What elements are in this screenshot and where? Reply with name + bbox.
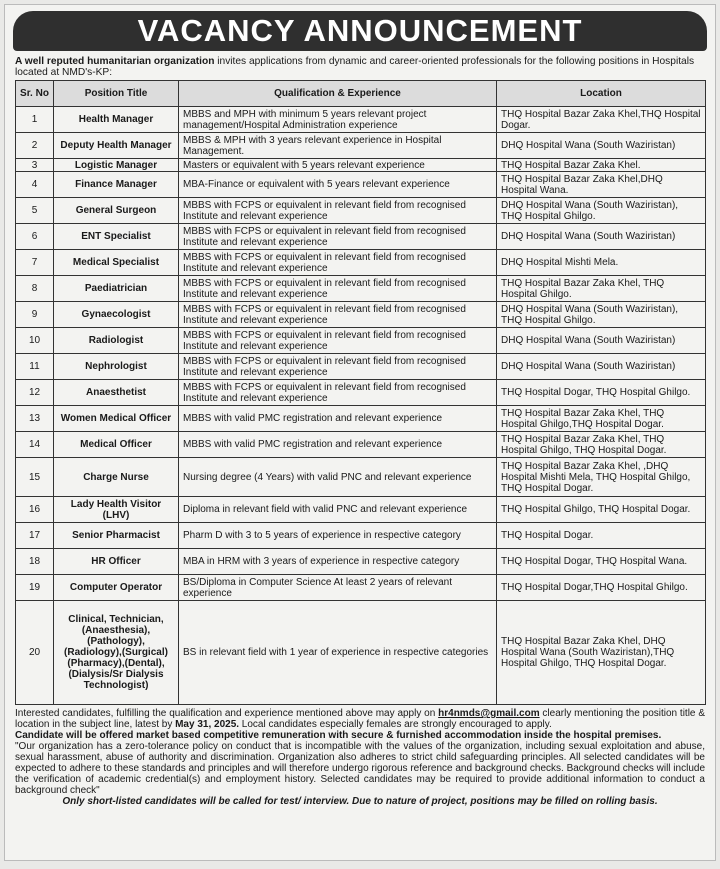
footer-section (15, 708, 705, 807)
table-row (16, 250, 706, 276)
vacancy-sr-no: 4 (16, 172, 54, 198)
apply-text-mid: clearly mentioning the position title & location in the subject line, latest by (15, 708, 705, 730)
vacancy-location: THQ Hospital Bazar Zaka Khel,DHQ Hospital Wana. (497, 172, 706, 198)
vacancy-position-title: Anaesthetist (54, 380, 179, 406)
shortlist-note: Only short-listed candidates will be called for test/ interview. Due to nature of project, positions may be filled on rolling basis. (62, 796, 658, 807)
vacancy-location: THQ Hospital Bazar Zaka Khel,THQ Hospital Dogar. (497, 107, 706, 133)
vacancy-location: DHQ Hospital Wana (South Waziristan) (497, 328, 706, 354)
vacancy-qualification: MBBS and MPH with minimum 5 years relevant project management/Hospital Administration experience (179, 107, 497, 133)
vacancy-position-title: Charge Nurse (54, 458, 179, 497)
table-row (16, 133, 706, 159)
table-row (16, 198, 706, 224)
vacancy-position-title: Gynaecologist (54, 302, 179, 328)
header-sr-no: Sr. No (16, 81, 54, 107)
table-row (16, 328, 706, 354)
vacancy-qualification: MBBS & MPH with 3 years relevant experience in Hospital Management. (179, 133, 497, 159)
remuneration-note: Candidate will be offered market based competitive remuneration with secure & furnished accommodation inside the hospital premises. (15, 730, 662, 741)
vacancy-qualification: Pharm D with 3 to 5 years of experience in respective category (179, 523, 497, 549)
vacancy-position-title: Deputy Health Manager (54, 133, 179, 159)
vacancy-position-title: Finance Manager (54, 172, 179, 198)
vacancy-qualification: MBBS with FCPS or equivalent in relevant field from recognised Institute and relevant experience (179, 224, 497, 250)
vacancy-location: DHQ Hospital Mishti Mela. (497, 250, 706, 276)
vacancy-position-title: Logistic Manager (54, 159, 179, 172)
vacancy-location: THQ Hospital Dogar, THQ Hospital Ghilgo. (497, 380, 706, 406)
vacancy-location: DHQ Hospital Wana (South Waziristan), THQ Hospital Ghilgo. (497, 302, 706, 328)
table-header-row (16, 81, 706, 107)
vacancy-location: THQ Hospital Bazar Zaka Khel, ,DHQ Hospital Mishti Mela, THQ Hospital Ghilgo, THQ Hospital Dogar. (497, 458, 706, 497)
vacancy-sr-no: 7 (16, 250, 54, 276)
vacancy-location: THQ Hospital Bazar Zaka Khel, THQ Hospital Ghilgo,THQ Hospital Dogar. (497, 406, 706, 432)
vacancy-qualification: MBBS with FCPS or equivalent in relevant field from recognised Institute and relevant experience (179, 380, 497, 406)
application-instructions (15, 708, 705, 730)
vacancy-qualification: Diploma in relevant field with valid PNC and relevant experience (179, 497, 497, 523)
table-row (16, 172, 706, 198)
vacancy-qualification: MBBS with FCPS or equivalent in relevant field from recognised Institute and relevant experience (179, 354, 497, 380)
table-row (16, 523, 706, 549)
vacancy-position-title: Radiologist (54, 328, 179, 354)
vacancy-sr-no: 14 (16, 432, 54, 458)
header-position-title: Position Title (54, 81, 179, 107)
table-row (16, 302, 706, 328)
vacancy-position-title: Clinical, Technician, (Anaesthesia), (Pathology), (Radiology),(Surgical) (Pharmacy),(Dental), (Dialysis/Sr Dialysis Technologist) (54, 601, 179, 705)
table-row (16, 159, 706, 172)
application-email-link[interactable]: hr4nmds@gmail.com (438, 708, 540, 719)
vacancy-qualification: MBA-Finance or equivalent with 5 years relevant experience (179, 172, 497, 198)
vacancy-sr-no: 18 (16, 549, 54, 575)
vacancy-position-title: Health Manager (54, 107, 179, 133)
vacancy-position-title: Medical Officer (54, 432, 179, 458)
table-row (16, 276, 706, 302)
vacancy-position-title: Computer Operator (54, 575, 179, 601)
vacancy-qualification: BS in relevant field with 1 year of experience in respective categories (179, 601, 497, 705)
vacancy-location: THQ Hospital Bazar Zaka Khel, THQ Hospital Ghilgo. (497, 276, 706, 302)
vacancy-sr-no: 13 (16, 406, 54, 432)
vacancy-position-title: Medical Specialist (54, 250, 179, 276)
vacancy-sr-no: 19 (16, 575, 54, 601)
table-row (16, 497, 706, 523)
intro-paragraph (15, 56, 705, 78)
table-row (16, 224, 706, 250)
vacancy-sr-no: 3 (16, 159, 54, 172)
page-title: VACANCY ANNOUNCEMENT (13, 11, 707, 51)
table-row (16, 406, 706, 432)
vacancy-position-title: Lady Health Visitor (LHV) (54, 497, 179, 523)
vacancy-qualification: MBBS with valid PMC registration and relevant experience (179, 406, 497, 432)
apply-text-post: Local candidates especially females are strongly encouraged to apply. (239, 719, 552, 730)
vacancy-qualification: BS/Diploma in Computer Science At least 2 years of relevant experience (179, 575, 497, 601)
header-qualification: Qualification & Experience (179, 81, 497, 107)
vacancy-qualification: Nursing degree (4 Years) with valid PNC and relevant experience (179, 458, 497, 497)
table-row (16, 107, 706, 133)
vacancy-sr-no: 8 (16, 276, 54, 302)
vacancy-position-title: Paediatrician (54, 276, 179, 302)
vacancy-location: THQ Hospital Bazar Zaka Khel. (497, 159, 706, 172)
vacancy-sr-no: 10 (16, 328, 54, 354)
table-row (16, 601, 706, 705)
intro-text: invites applications from dynamic and career-oriented professionals for the following positions in Hospitals located at NMD's-KP: (15, 56, 695, 78)
vacancy-position-title: Women Medical Officer (54, 406, 179, 432)
vacancy-sr-no: 16 (16, 497, 54, 523)
application-deadline: May 31, 2025. (175, 719, 240, 730)
vacancy-location: THQ Hospital Bazar Zaka Khel, DHQ Hospital Wana (South Waziristan),THQ Hospital Ghilgo, THQ Hospital Dogar. (497, 601, 706, 705)
vacancy-location: THQ Hospital Dogar,THQ Hospital Ghilgo. (497, 575, 706, 601)
vacancy-qualification: MBA in HRM with 3 years of experience in respective category (179, 549, 497, 575)
vacancy-position-title: General Surgeon (54, 198, 179, 224)
apply-text-pre: Interested candidates, fulfilling the qualification and experience mentioned above may apply on (15, 708, 439, 719)
intro-organization: A well reputed humanitarian organization (15, 56, 215, 67)
vacancy-qualification: MBBS with FCPS or equivalent in relevant field from recognised Institute and relevant experience (179, 276, 497, 302)
vacancy-location: THQ Hospital Dogar. (497, 523, 706, 549)
vacancy-location: DHQ Hospital Wana (South Waziristan), THQ Hospital Ghilgo. (497, 198, 706, 224)
table-row (16, 549, 706, 575)
vacancy-qualification: Masters or equivalent with 5 years relevant experience (179, 159, 497, 172)
vacancy-location: THQ Hospital Bazar Zaka Khel, THQ Hospital Ghilgo, THQ Hospital Dogar. (497, 432, 706, 458)
vacancy-sr-no: 1 (16, 107, 54, 133)
table-row (16, 380, 706, 406)
vacancy-sr-no: 5 (16, 198, 54, 224)
vacancy-position-title: Senior Pharmacist (54, 523, 179, 549)
vacancy-location: DHQ Hospital Wana (South Waziristan) (497, 354, 706, 380)
table-row (16, 458, 706, 497)
header-location: Location (497, 81, 706, 107)
vacancy-location: THQ Hospital Ghilgo, THQ Hospital Dogar. (497, 497, 706, 523)
vacancy-qualification: MBBS with valid PMC registration and relevant experience (179, 432, 497, 458)
table-row (16, 575, 706, 601)
vacancy-position-title: ENT Specialist (54, 224, 179, 250)
vacancy-sr-no: 12 (16, 380, 54, 406)
vacancy-sr-no: 6 (16, 224, 54, 250)
vacancy-qualification: MBBS with FCPS or equivalent in relevant field from recognised Institute and relevant experience (179, 198, 497, 224)
table-row (16, 432, 706, 458)
vacancy-location: DHQ Hospital Wana (South Waziristan) (497, 224, 706, 250)
vacancy-position-title: HR Officer (54, 549, 179, 575)
vacancy-qualification: MBBS with FCPS or equivalent in relevant field from recognised Institute and relevant experience (179, 302, 497, 328)
vacancy-sr-no: 17 (16, 523, 54, 549)
conduct-policy: "Our organization has a zero-tolerance policy on conduct that is incompatible with the values of the organization, including sexual exploitation and abuse, sexual harassment, abuse of authority and discrimination. Organization also adheres to strict child safeguarding principles. All selected candidates will be expected to adhere to these standards and principles and will therefore undergo rigorous reference and background checks. Background checks will include the verification of academic credential(s) and employment history. Selected candidates may be required to provide additional information to conduct a background check" (15, 741, 705, 796)
vacancy-qualification: MBBS with FCPS or equivalent in relevant field from recognised Institute and relevant experience (179, 250, 497, 276)
vacancy-location: DHQ Hospital Wana (South Waziristan) (497, 133, 706, 159)
vacancy-sr-no: 2 (16, 133, 54, 159)
vacancy-sr-no: 11 (16, 354, 54, 380)
vacancy-sr-no: 20 (16, 601, 54, 705)
vacancy-sr-no: 9 (16, 302, 54, 328)
table-row (16, 354, 706, 380)
vacancy-announcement-page (4, 4, 716, 861)
vacancy-location: THQ Hospital Dogar, THQ Hospital Wana. (497, 549, 706, 575)
vacancy-position-title: Nephrologist (54, 354, 179, 380)
vacancy-qualification: MBBS with FCPS or equivalent in relevant field from recognised Institute and relevant experience (179, 328, 497, 354)
vacancy-sr-no: 15 (16, 458, 54, 497)
vacancy-table (15, 80, 706, 705)
